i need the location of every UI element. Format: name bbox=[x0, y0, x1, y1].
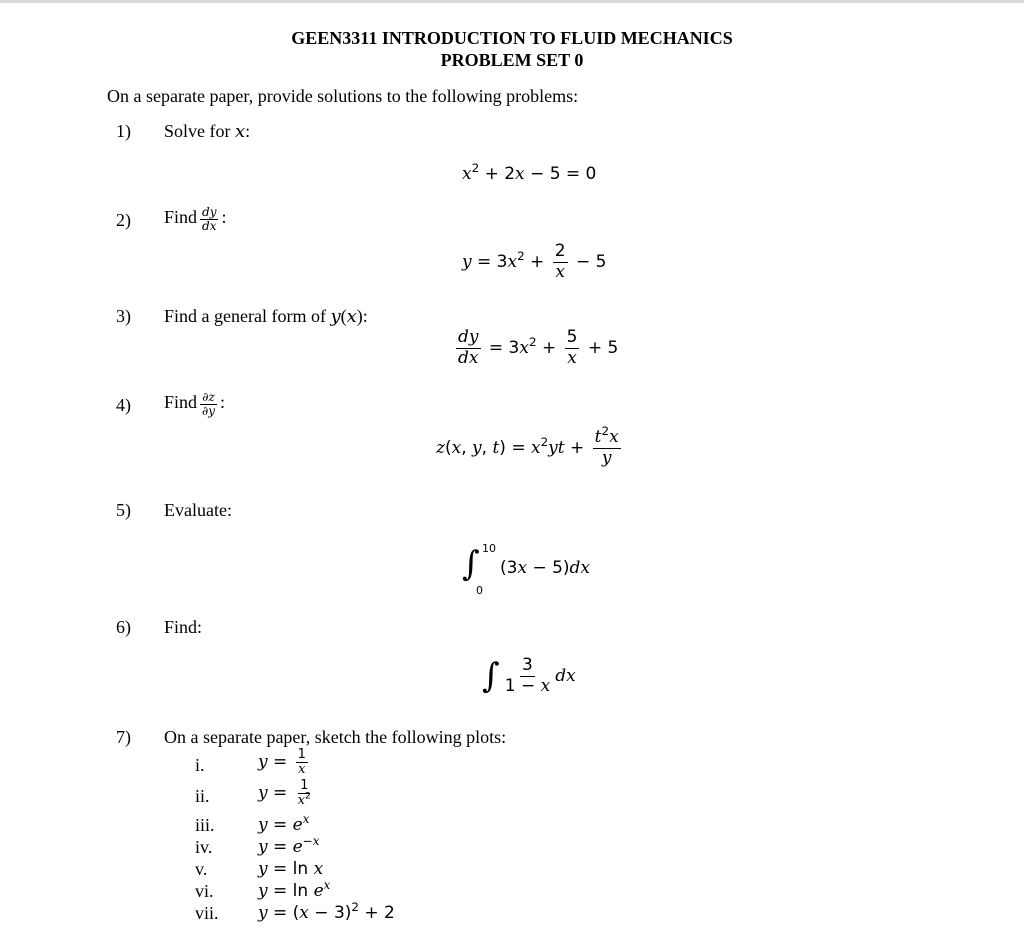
problem-3-prompt-text: Find a general form of bbox=[164, 306, 326, 326]
subitem-ii: ii. bbox=[195, 786, 210, 806]
problem-6-equation: ∫ $\frac{3}{1 - x}$ dx bbox=[482, 655, 576, 697]
subitem-v: v. bbox=[195, 859, 208, 879]
problem-set-title: PROBLEM SET 0 bbox=[440, 50, 584, 70]
plot-vii-equation: $y = (x - 3)^2 + 2$ bbox=[258, 899, 395, 923]
subitem-vi: vi. bbox=[195, 881, 214, 901]
plot-ii-equation: y = $\frac{1}{x^2}$ bbox=[258, 778, 311, 808]
subitem-iv: iv. bbox=[195, 837, 213, 857]
subitem-i: i. bbox=[195, 755, 205, 775]
intro-text: On a separate paper, provide solutions to the following problems: bbox=[107, 86, 579, 106]
integral-sign-6: ∫ bbox=[482, 656, 500, 697]
problem-2-number: 2) bbox=[116, 210, 131, 230]
problem-5-number: 5) bbox=[116, 500, 131, 520]
problem-5-prompt: Evaluate: bbox=[164, 500, 232, 520]
problem-7-prompt: On a separate paper, sketch the following plots: bbox=[164, 727, 507, 747]
problem-2-prompt: Find $\frac{dy}{dx}$ : bbox=[164, 205, 227, 233]
problem-6-number: 6) bbox=[116, 617, 131, 637]
problem-4-prompt: Find $\frac{\partial z}{\partial y}$ : bbox=[164, 390, 226, 418]
problem-1-number: 1) bbox=[116, 121, 131, 141]
page-top-border bbox=[0, 0, 1024, 3]
plot-iii-equation: $y = e^x$ bbox=[258, 811, 310, 835]
plot-v-equation: y = ln x bbox=[258, 859, 324, 879]
problem-2-equation: $y = 3x^2$ + $\frac{2}{x}$ − 5 bbox=[462, 241, 607, 282]
problem-2-prompt-text: Find bbox=[164, 207, 198, 228]
problem-4-prompt-text: Find bbox=[164, 392, 198, 413]
problem-1-prompt-text: Solve for bbox=[164, 121, 231, 141]
problem-3-number: 3) bbox=[116, 306, 131, 326]
problem-6-prompt: Find: bbox=[164, 617, 203, 637]
integral-lower-limit: 0 bbox=[476, 584, 483, 597]
problem-7-number: 7) bbox=[116, 727, 131, 747]
subitem-vii: vii. bbox=[195, 903, 219, 923]
problem-1-equation: $x^2 + 2x - 5 = 0$ bbox=[462, 160, 597, 184]
plot-i-equation: y = $\frac{1}{x}$ bbox=[258, 747, 306, 777]
subitem-iii: iii. bbox=[195, 815, 215, 835]
integral-upper-limit: 10 bbox=[482, 542, 496, 555]
problem-4-number: 4) bbox=[116, 395, 131, 415]
integral-sign-5: ∫ bbox=[462, 544, 480, 584]
course-title: GEEN3311 INTRODUCTION TO FLUID MECHANICS bbox=[291, 28, 733, 48]
plot-vi-equation: $y = \ln e^x$ bbox=[258, 877, 331, 901]
problem-1-prompt: Solve for x: bbox=[164, 121, 251, 142]
plot-iv-equation: $y = e^{-x}$ bbox=[258, 833, 320, 857]
problem-3-prompt: Find a general form of y(x): bbox=[164, 306, 368, 327]
problem-4-equation: z(x, y, $t) = x^2yt$ + $\frac{t^2x}{y}$ bbox=[436, 423, 619, 468]
problem-3-equation: $\frac{dy}{dx}$ = $3x^2$ + $\frac{5}{x}$ + 5 bbox=[458, 327, 619, 368]
problem-5-equation: ∫ 10 0 (3x − 5)dx bbox=[462, 542, 591, 597]
